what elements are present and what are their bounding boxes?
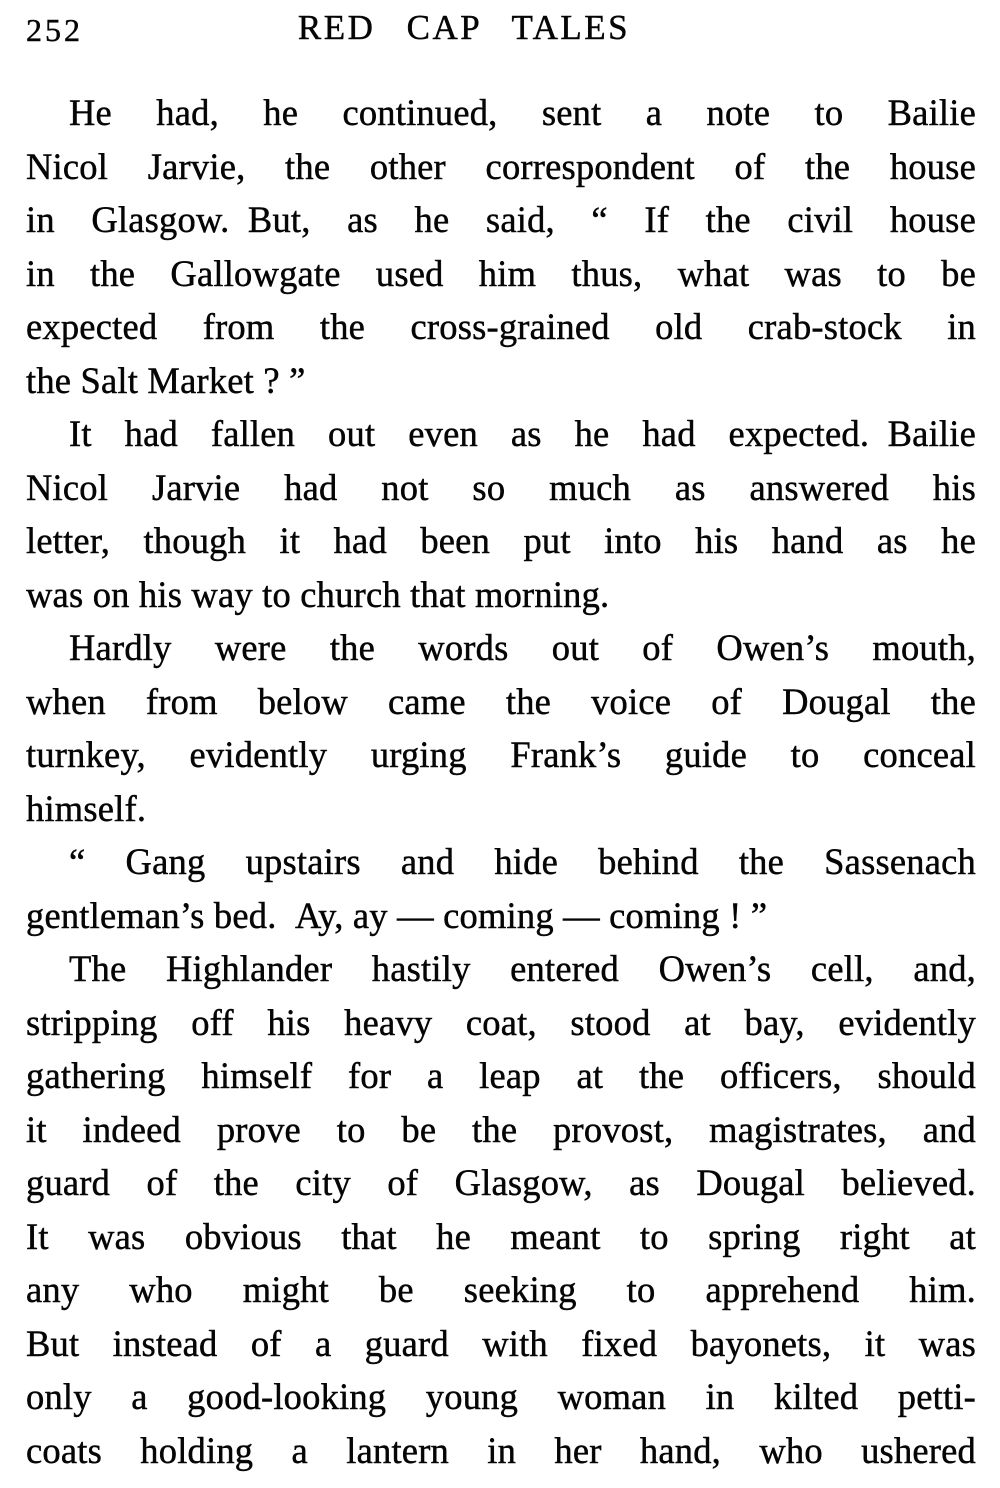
text-line: Nicol Jarvie had not so much as answered his	[26, 466, 976, 508]
text-line: when from below came the voice of Dougal the	[26, 680, 976, 722]
text-line: “ Gang upstairs and hide behind the Sassenach	[69, 841, 976, 882]
page-header	[26, 6, 976, 52]
text-line: letter, though it had been put into his hand as he	[26, 520, 976, 561]
text-line: only a good-looking young woman in kilted petti-	[26, 1376, 976, 1417]
text-line: guard of the city of Glasgow, as Dougal believed.	[26, 1162, 976, 1203]
text-line: the Salt Market ? ”	[26, 359, 306, 401]
text-line: It had fallen out even as he had expected. Bailie	[69, 413, 976, 454]
text-line: it indeed prove to be the provost, magistrates, and	[26, 1108, 976, 1150]
text-line: in the Gallowgate used him thus, what was to be	[26, 252, 976, 294]
text-line: himself.	[26, 787, 147, 829]
text-line: expected from the cross-grained old crab-stock in	[26, 306, 976, 347]
text-line: Nicol Jarvie, the other correspondent of the house	[26, 145, 976, 187]
text-line: But instead of a guard with fixed bayonets, it was	[26, 1322, 976, 1364]
text-line: any who might be seeking to apprehend him.	[26, 1269, 976, 1310]
text-line: coats holding a lantern in her hand, who ushered	[26, 1429, 976, 1471]
text-line: It was obvious that he meant to spring right at	[26, 1215, 976, 1257]
text-line: Hardly were the words out of Owen’s mouth,	[69, 627, 976, 668]
text-line: in Glasgow. But, as he said, “ If the civil house	[26, 199, 976, 240]
text-line: was on his way to church that morning.	[26, 573, 610, 615]
text-line: turnkey, evidently urging Frank’s guide to conceal	[26, 734, 976, 775]
page-number: 252	[26, 12, 83, 48]
text-line: The Highlander hastily entered Owen’s cell, and,	[69, 948, 976, 989]
text-line: stripping off his heavy coat, stood at bay, evidently	[26, 1001, 976, 1043]
running-title: RED CAP TALES	[297, 8, 631, 47]
body-text	[26, 86, 976, 1477]
text-line: He had, he continued, sent a note to Bailie	[69, 92, 976, 133]
text-line: gathering himself for a leap at the officers, should	[26, 1055, 976, 1096]
text-line: gentleman’s bed. Ay, ay — coming — coming ! ”	[26, 894, 768, 936]
